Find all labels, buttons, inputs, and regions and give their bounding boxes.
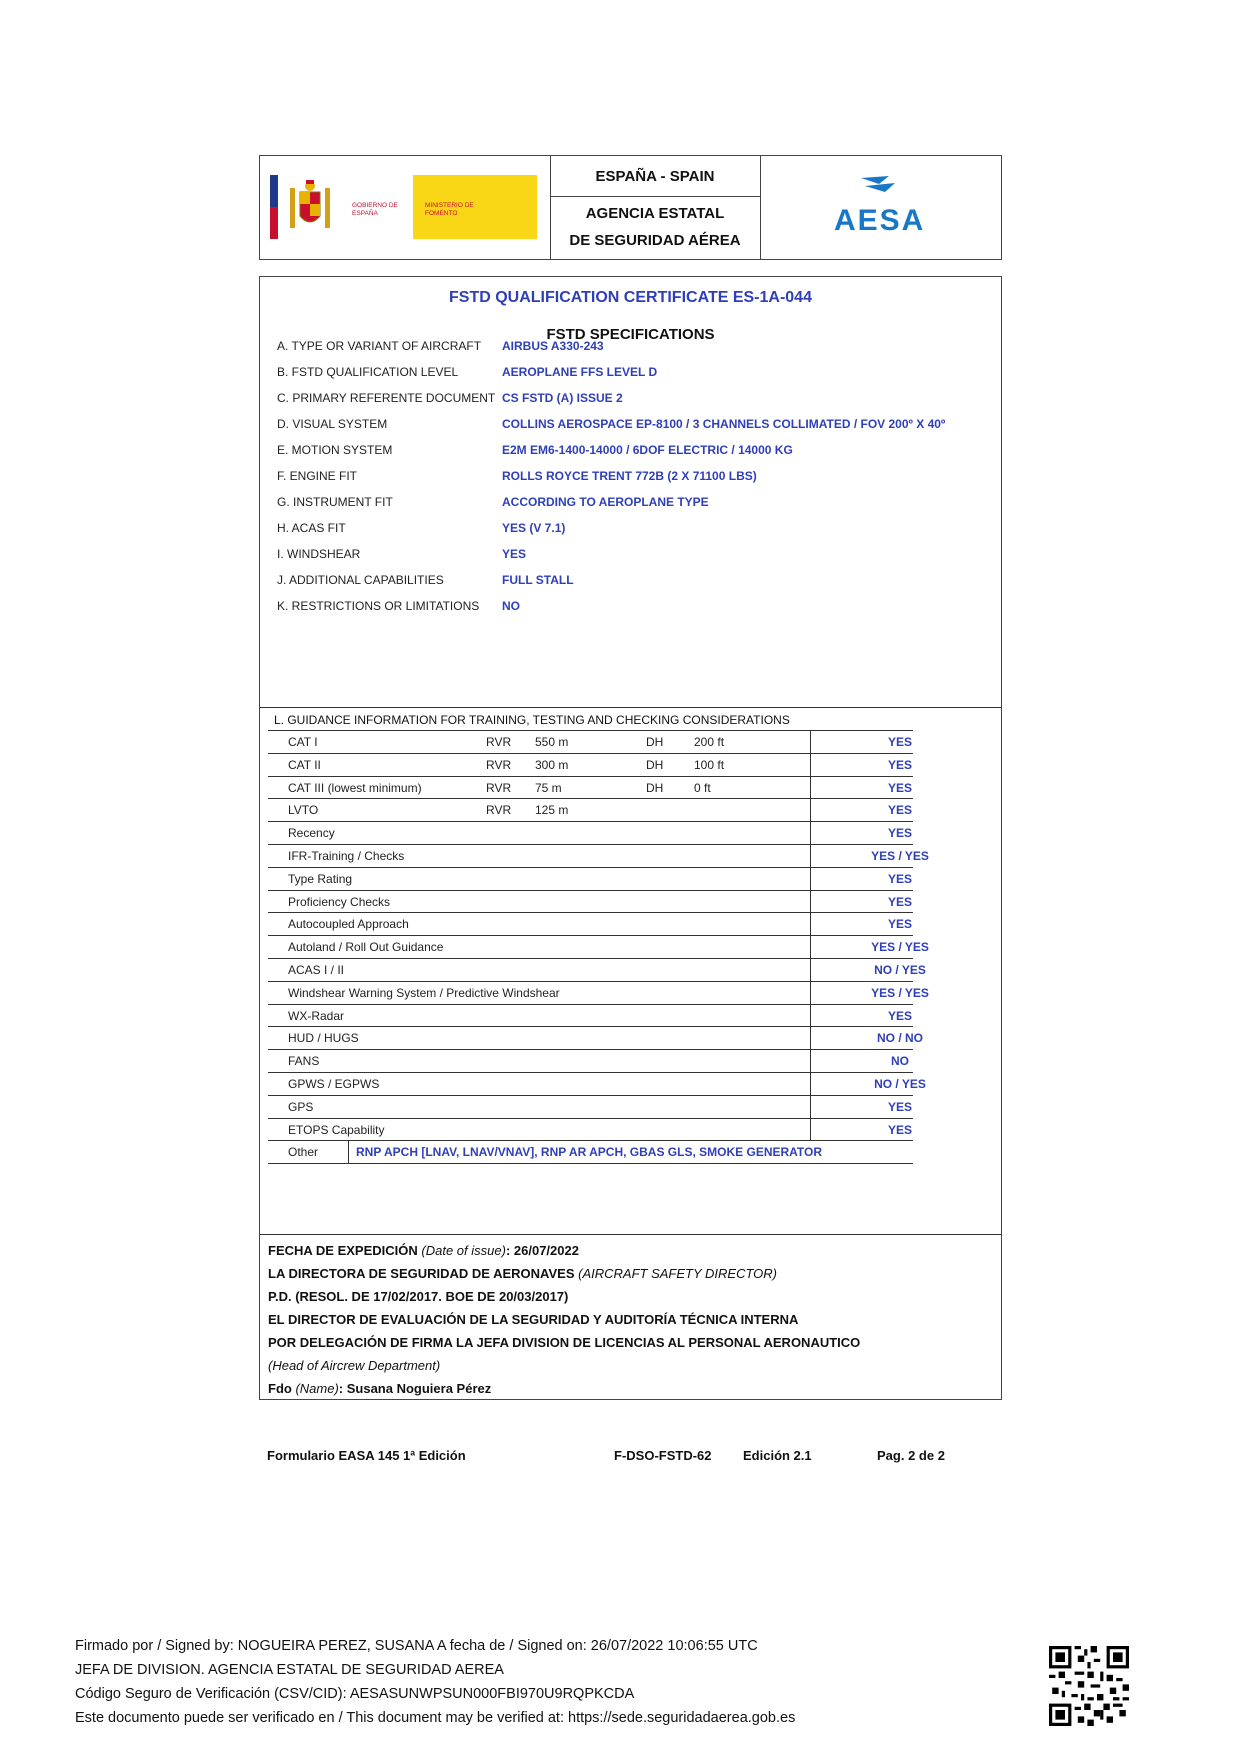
other-value: RNP APCH [LNAV, LNAV/VNAV], RNP AR APCH, GBAS GLS, SMOKE GENERATOR bbox=[356, 1145, 823, 1160]
rvr-value: 75 m bbox=[535, 780, 562, 795]
form-name: Formulario EASA 145 1ª Edición bbox=[267, 1448, 466, 1463]
qualification-value: NO / YES bbox=[874, 1077, 926, 1091]
certificate-box bbox=[259, 276, 1002, 1400]
spec-value: AEROPLANE FFS LEVEL D bbox=[502, 365, 658, 379]
specifications-title: FSTD SPECIFICATIONS bbox=[546, 326, 715, 343]
row-rule bbox=[268, 1095, 913, 1096]
issue-date-value: 26/07/2022 bbox=[513, 1243, 579, 1258]
spec-label: B. FSTD QUALIFICATION LEVEL bbox=[277, 365, 459, 379]
spec-label: G. INSTRUMENT FIT bbox=[277, 495, 393, 509]
row-name: WX-Radar bbox=[288, 1008, 345, 1023]
coat-of-arms-icon bbox=[288, 178, 332, 236]
spec-label: J. ADDITIONAL CAPABILITIES bbox=[277, 573, 444, 587]
rvr-value: 550 m bbox=[535, 735, 569, 749]
signatory-name: Susana Noguiera Pérez bbox=[346, 1381, 492, 1396]
government-logo-block bbox=[260, 156, 551, 259]
director-eval-line: EL DIRECTOR DE EVALUACIÓN DE LA SEGURIDAD Y AUDITORÍA TÉCNICA INTERNA bbox=[268, 1312, 799, 1327]
issue-date-sep: : bbox=[505, 1243, 514, 1258]
spec-label: C. PRIMARY REFERENTE DOCUMENT bbox=[277, 391, 496, 405]
row-name: HUD / HUGS bbox=[288, 1031, 359, 1046]
qualification-value: YES bbox=[887, 894, 912, 909]
rvr-value: 300 m bbox=[535, 757, 569, 772]
pd-line: P.D. (RESOL. DE 17/02/2017. BOE DE 20/03/2017) bbox=[268, 1289, 569, 1304]
qualification-value: YES bbox=[887, 1122, 912, 1137]
spec-label: A. TYPE OR VARIANT OF AIRCRAFT bbox=[277, 339, 482, 353]
spec-label: E. MOTION SYSTEM bbox=[277, 443, 393, 457]
other-column-rule bbox=[348, 1140, 349, 1163]
spec-label: I. WINDSHEAR bbox=[277, 547, 361, 561]
other-label: Other bbox=[288, 1145, 319, 1160]
director-title-en: (AIRCRAFT SAFETY DIRECTOR) bbox=[578, 1266, 777, 1281]
row-name: CAT III (lowest minimum) bbox=[288, 780, 422, 795]
spec-value: FULL STALL bbox=[502, 573, 574, 587]
qualification-value: YES bbox=[887, 780, 912, 795]
spec-value: E2M EM6-1400-14000 / 6DOF ELECTRIC / 14000 KG bbox=[502, 443, 793, 457]
row-rule bbox=[268, 912, 913, 913]
row-rule bbox=[268, 821, 913, 822]
row-rule bbox=[268, 776, 913, 777]
row-rule bbox=[268, 798, 913, 799]
row-name: ACAS I / II bbox=[288, 963, 345, 977]
row-name: CAT II bbox=[288, 757, 321, 772]
head-department-line: (Head of Aircrew Department) bbox=[268, 1358, 441, 1373]
qualification-value: YES bbox=[887, 826, 912, 841]
delegation-line: POR DELEGACIÓN DE FIRMA LA JEFA DIVISION DE LICENCIAS AL PERSONAL AERONAUTICO bbox=[268, 1335, 861, 1350]
row-name: Recency bbox=[288, 826, 335, 841]
row-name: Autocoupled Approach bbox=[288, 917, 409, 932]
signatory-label-en: (Name) bbox=[295, 1381, 339, 1396]
dh-value: 200 ft bbox=[694, 735, 725, 749]
row-rule bbox=[268, 1163, 913, 1164]
row-name: IFR-Training / Checks bbox=[288, 849, 405, 863]
rvr-label: RVR bbox=[486, 735, 512, 749]
value-column-rule bbox=[810, 730, 811, 1140]
qualification-value: NO / YES bbox=[874, 963, 926, 977]
row-rule bbox=[268, 753, 913, 754]
row-name: CAT I bbox=[288, 735, 318, 749]
spec-label: K. RESTRICTIONS OR LIMITATIONS bbox=[277, 599, 480, 613]
dh-label: DH bbox=[646, 780, 664, 795]
director-line bbox=[268, 1266, 777, 1281]
row-rule bbox=[268, 1118, 913, 1119]
row-rule bbox=[268, 730, 913, 731]
signatory-label: Fdo bbox=[268, 1381, 296, 1396]
qualification-value: YES / YES bbox=[871, 985, 929, 1000]
aesa-logo-text: AESA bbox=[834, 204, 926, 237]
signature-line-4: Este documento puede ser verificado en / This document may be verified at: https://sede.seguridadaerea.gob.es bbox=[75, 1710, 796, 1726]
aesa-logo-icon bbox=[859, 174, 903, 198]
ministry-text: MINISTERIO DE FOMENTO bbox=[425, 202, 474, 217]
spec-value: AIRBUS A330-243 bbox=[502, 339, 604, 353]
signatory-sep: : bbox=[338, 1381, 347, 1396]
rvr-label: RVR bbox=[486, 780, 512, 795]
row-rule bbox=[268, 958, 913, 959]
spec-value: CS FSTD (A) ISSUE 2 bbox=[502, 391, 623, 405]
certificate-title: FSTD QUALIFICATION CERTIFICATE ES-1A-044 bbox=[449, 289, 812, 306]
spec-value: YES (V 7.1) bbox=[502, 521, 566, 535]
row-name: LVTO bbox=[288, 803, 319, 818]
signature-line-3: Código Seguro de Verificación (CSV/CID): AESASUNWPSUN000FBI970U9RQPKCDA bbox=[75, 1686, 635, 1702]
qualification-value: YES bbox=[887, 1008, 912, 1023]
form-edition: Edición 2.1 bbox=[743, 1448, 812, 1463]
rvr-label: RVR bbox=[486, 803, 512, 818]
row-rule bbox=[268, 1072, 913, 1073]
row-name: ETOPS Capability bbox=[288, 1122, 385, 1137]
issue-date-label: FECHA DE EXPEDICIÓN bbox=[268, 1243, 418, 1258]
dh-value: 0 ft bbox=[694, 780, 711, 795]
rvr-label: RVR bbox=[486, 757, 512, 772]
country-label: ESPAÑA - SPAIN bbox=[550, 156, 760, 197]
row-name: Autoland / Roll Out Guidance bbox=[288, 940, 444, 955]
signatory-line bbox=[268, 1381, 491, 1396]
qr-code-icon bbox=[1049, 1646, 1129, 1726]
qualification-value: YES bbox=[887, 757, 912, 772]
issue-date-line bbox=[268, 1243, 579, 1258]
signature-line-2: JEFA DE DIVISION. AGENCIA ESTATAL DE SEGURIDAD AEREA bbox=[75, 1662, 504, 1678]
row-name: Proficiency Checks bbox=[288, 894, 391, 909]
form-code: F-DSO-FSTD-62 bbox=[614, 1448, 712, 1463]
guidance-top-rule bbox=[260, 707, 1001, 708]
issue-divider bbox=[260, 1234, 1001, 1235]
row-rule bbox=[268, 890, 913, 891]
spec-value: NO bbox=[502, 599, 520, 613]
agency-name-block bbox=[550, 156, 761, 259]
eu-flag-strip bbox=[270, 175, 278, 239]
qualification-value: YES bbox=[887, 917, 912, 932]
row-rule bbox=[268, 1140, 913, 1141]
qualification-value: YES bbox=[887, 803, 912, 818]
page-number: Pag. 2 de 2 bbox=[877, 1448, 945, 1463]
qualification-value: YES bbox=[887, 871, 912, 886]
qualification-value: NO bbox=[891, 1054, 909, 1069]
director-title: LA DIRECTORA DE SEGURIDAD DE AERONAVES bbox=[268, 1266, 575, 1281]
dh-value: 100 ft bbox=[694, 757, 725, 772]
qualification-value: YES / YES bbox=[871, 849, 929, 863]
aesa-logo-block bbox=[760, 156, 1001, 259]
row-rule bbox=[268, 1026, 913, 1027]
header-box bbox=[259, 155, 1002, 260]
row-name: FANS bbox=[288, 1054, 320, 1069]
spec-value: ROLLS ROYCE TRENT 772B (2 X 71100 LBS) bbox=[502, 469, 757, 483]
qualification-value: NO / NO bbox=[876, 1031, 923, 1046]
row-name: GPWS / EGPWS bbox=[288, 1077, 380, 1091]
qualification-value: YES / YES bbox=[871, 940, 929, 955]
row-name: GPS bbox=[288, 1099, 314, 1114]
dh-label: DH bbox=[646, 735, 664, 749]
row-rule bbox=[268, 981, 913, 982]
spec-label: H. ACAS FIT bbox=[277, 521, 346, 535]
spec-value: COLLINS AEROSPACE EP-8100 / 3 CHANNELS COLLIMATED / FOV 200º X 40º bbox=[502, 417, 946, 431]
row-rule bbox=[268, 844, 913, 845]
row-rule bbox=[268, 867, 913, 868]
agency-line-1: AGENCIA ESTATAL bbox=[585, 205, 725, 222]
rvr-value: 125 m bbox=[535, 803, 569, 818]
row-rule bbox=[268, 1004, 913, 1005]
dh-label: DH bbox=[646, 757, 664, 772]
row-rule bbox=[268, 1049, 913, 1050]
guidance-title: L. GUIDANCE INFORMATION FOR TRAINING, TESTING AND CHECKING CONSIDERATIONS bbox=[274, 713, 790, 727]
spec-value: YES bbox=[502, 547, 527, 561]
qualification-value: YES bbox=[887, 735, 912, 749]
spec-value: ACCORDING TO AEROPLANE TYPE bbox=[502, 495, 709, 509]
ministry-panel bbox=[413, 175, 537, 239]
spec-label: D. VISUAL SYSTEM bbox=[277, 417, 388, 431]
row-name: Windshear Warning System / Predictive Windshear bbox=[288, 985, 560, 1000]
signature-line-1: Firmado por / Signed by: NOGUEIRA PEREZ, SUSANA A fecha de / Signed on: 26/07/2022 10:06:55 UTC bbox=[75, 1638, 758, 1654]
government-text: GOBIERNO DE ESPAÑA bbox=[352, 202, 398, 217]
issue-date-label-en: (Date of issue) bbox=[421, 1243, 506, 1258]
qualification-value: YES bbox=[887, 1099, 912, 1114]
row-rule bbox=[268, 935, 913, 936]
row-name: Type Rating bbox=[288, 871, 353, 886]
government-emblem-panel bbox=[278, 175, 413, 239]
agency-line-2: DE SEGURIDAD AÉREA bbox=[569, 232, 741, 249]
spec-label: F. ENGINE FIT bbox=[277, 469, 358, 483]
